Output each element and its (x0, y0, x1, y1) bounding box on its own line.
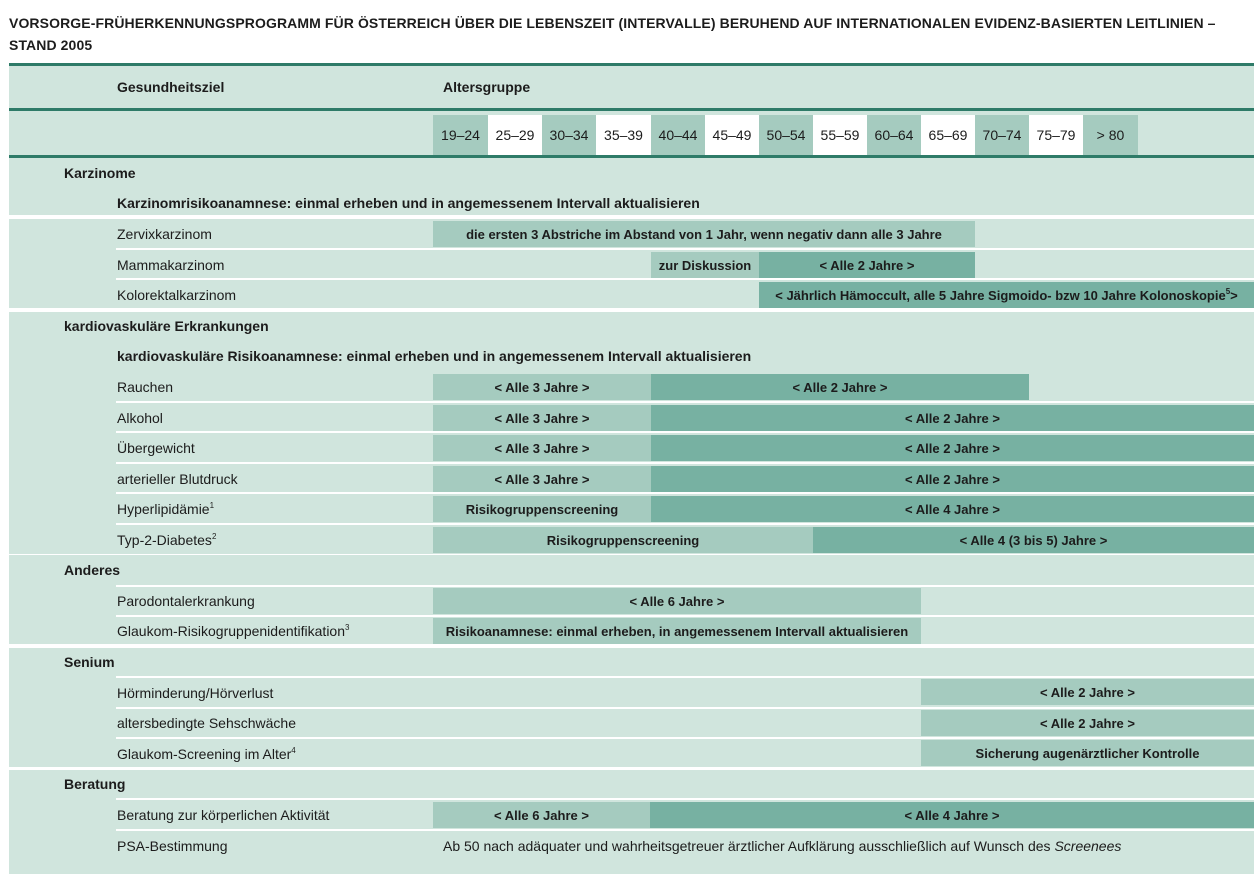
row-label-kolorektalkarzinom: Kolorektalkarzinom (117, 287, 237, 303)
section-subtitle-kardio: kardiovaskuläre Risikoanamnese: einmal erheben und in angemessenem Intervall aktualisieren (117, 348, 752, 364)
row-divider (116, 492, 1254, 494)
row-label-sehschwaeche: altersbedingte Sehschwäche (117, 715, 297, 731)
interval-bar: < Alle 2 Jahre > (651, 466, 1254, 492)
footnote-mark: 1 (209, 500, 215, 510)
row-label-hoerminderung: Hörminderung/Hörverlust (117, 685, 274, 701)
psa-note-italic: Screenees (1054, 838, 1122, 854)
row-label-text: Hyperlipidämie (117, 501, 210, 517)
row-label-hyperlipidaemie (117, 494, 214, 524)
row-label-glaukom-risiko (117, 616, 349, 646)
age-group-cell: 55–59 (813, 115, 867, 155)
goal-column-header: Gesundheitsziel (117, 79, 225, 95)
interval-bar-tail: > (1230, 287, 1238, 303)
interval-bar: < Alle 4 Jahre > (650, 802, 1254, 828)
row-divider (116, 278, 1254, 280)
row-divider (116, 676, 1254, 678)
section-title-kardio: kardiovaskuläre Erkrankungen (64, 318, 269, 334)
row-divider (116, 523, 1254, 525)
age-group-cell: 50–54 (759, 115, 813, 155)
age-group-cell: 45–49 (705, 115, 759, 155)
interval-bar-text: < Jährlich Hämoccult, alle 5 Jahre Sigmoido- bzw 10 Jahre Kolonoskopie (775, 287, 1226, 303)
age-column-header: Altersgruppe (443, 79, 531, 95)
footnote-mark: 5 (1225, 286, 1231, 296)
age-group-cell: 30–34 (542, 115, 596, 155)
psa-note-text: Ab 50 nach adäquater und wahrheitsgetreuer ärztlicher Aufklärung ausschließlich auf Wunsch des (443, 838, 1051, 854)
interval-bar: < Alle 2 Jahre > (759, 252, 975, 278)
age-group-cell: 65–69 (921, 115, 975, 155)
row-label-uebergewicht: Übergewicht (117, 440, 195, 456)
interval-bar: < Alle 6 Jahre > (433, 802, 650, 828)
interval-bar: die ersten 3 Abstriche im Abstand von 1 Jahr, wenn negativ dann alle 3 Jahre (433, 221, 975, 247)
age-group-cell: > 80 (1083, 115, 1138, 155)
age-group-cell: 60–64 (867, 115, 921, 155)
row-label-psa: PSA-Bestimmung (117, 838, 228, 854)
age-group-cell: 19–24 (433, 115, 488, 155)
row-label-blutdruck: arterieller Blutdruck (117, 471, 238, 487)
row-label-glaukom-alter (117, 739, 296, 769)
section-title-karzinome: Karzinome (64, 165, 136, 181)
psa-note (443, 831, 1121, 861)
interval-bar: < Alle 3 Jahre > (433, 435, 651, 461)
row-label-text: Glaukom-Risikogruppenidentifikation (117, 623, 346, 639)
row-label-zervixkarzinom: Zervixkarzinom (117, 226, 212, 242)
row-label-text: Typ-2-Diabetes (117, 532, 212, 548)
age-group-cell: 70–74 (975, 115, 1029, 155)
interval-bar: Risikogruppenscreening (433, 527, 813, 553)
interval-bar: < Alle 3 Jahre > (433, 466, 651, 492)
interval-bar: < Alle 2 Jahre > (651, 435, 1254, 461)
interval-bar: Risikogruppenscreening (433, 496, 651, 522)
age-group-cell: 75–79 (1029, 115, 1083, 155)
row-label-parodontal: Parodontalerkrankung (117, 593, 255, 609)
section-title-beratung: Beratung (64, 776, 126, 792)
section-title-senium: Senium (64, 654, 115, 670)
row-divider (116, 401, 1254, 403)
footnote-mark: 3 (345, 622, 350, 632)
interval-bar: < Alle 2 Jahre > (651, 374, 1029, 400)
interval-bar (759, 282, 1254, 308)
interval-bar: < Alle 2 Jahre > (921, 679, 1254, 705)
age-group-cell: 25–29 (488, 115, 542, 155)
interval-bar: < Alle 4 Jahre > (651, 496, 1254, 522)
section-title-anderes: Anderes (64, 562, 121, 578)
age-group-cell: 35–39 (596, 115, 651, 155)
row-label-text: Glaukom-Screening im Alter (117, 746, 292, 762)
interval-bar: < Alle 3 Jahre > (433, 374, 651, 400)
interval-bar: < Alle 6 Jahre > (433, 588, 921, 614)
row-label-mammakarzinom: Mammakarzinom (117, 257, 225, 273)
footnote-mark: 2 (211, 531, 217, 541)
row-divider (116, 431, 1254, 433)
row-divider (116, 248, 1254, 250)
page-title: VORSORGE-FRÜHERKENNUNGSPROGRAMM FÜR ÖSTERREICH ÜBER DIE LEBENSZEIT (INTERVALLE) BERUHEND AUF INTERNATIONALEN EVIDENZ-BASIERTEN LEITLINIEN – STAND 2005 (9, 15, 1216, 53)
interval-bar: zur Diskussion (651, 252, 759, 278)
row-label-rauchen: Rauchen (117, 379, 174, 395)
row-divider (116, 462, 1254, 464)
interval-bar: Sicherung augenärztlicher Kontrolle (921, 740, 1254, 766)
age-group-cell: 40–44 (651, 115, 705, 155)
footnote-mark: 4 (291, 745, 296, 755)
interval-bar: < Alle 3 Jahre > (433, 405, 651, 431)
row-divider (116, 585, 1254, 587)
interval-bar: < Alle 2 Jahre > (651, 405, 1254, 431)
section-subtitle-karzinome: Karzinomrisikoanamnese: einmal erheben und in angemessenem Intervall aktualisieren (117, 195, 700, 211)
row-label-koerperliche-aktivitaet: Beratung zur körperlichen Aktivität (117, 807, 330, 823)
interval-bar: Risikoanamnese: einmal erheben, in angemessenem Intervall aktualisieren (433, 618, 921, 644)
row-label-diabetes (117, 525, 216, 555)
interval-bar: < Alle 2 Jahre > (921, 710, 1254, 736)
row-label-alkohol: Alkohol (117, 410, 163, 426)
interval-bar: < Alle 4 (3 bis 5) Jahre > (813, 527, 1254, 553)
